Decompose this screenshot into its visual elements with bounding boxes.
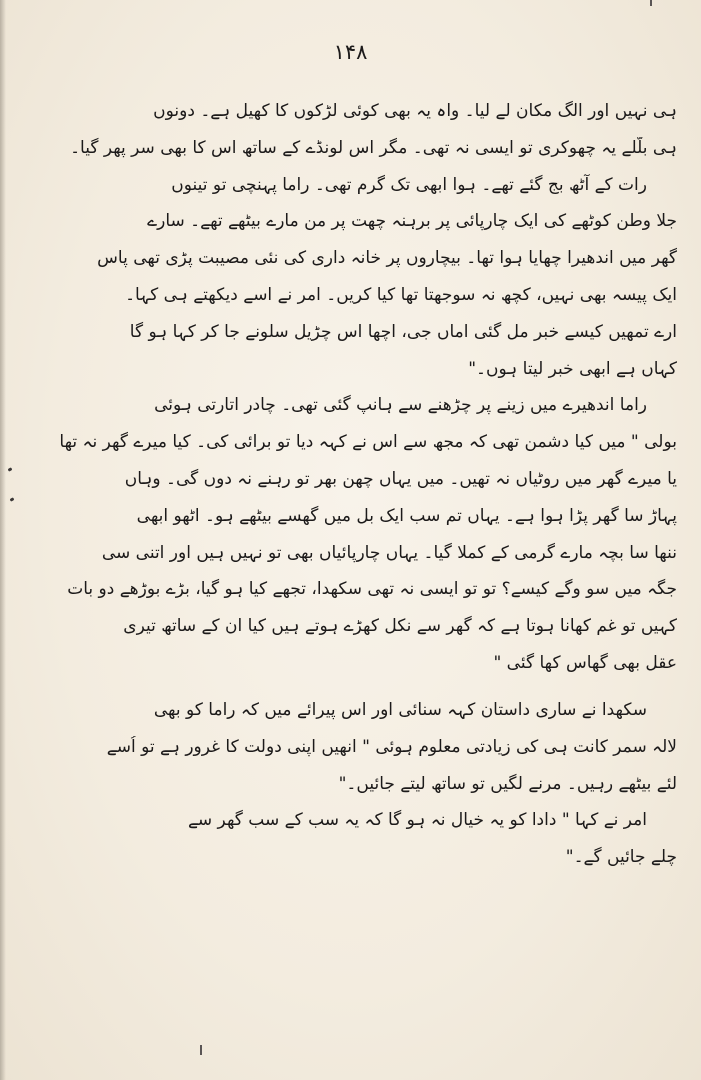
text-line: جگہ میں سو وگے کیسے؟ تو تو ایسی نہ تھی سکھدا، تجھے کیا ہو گیا، بڑے بوڑھے دو بات: [67, 579, 677, 600]
text-line: ہی نہیں اور الگ مکان لے لیا۔ واہ یہ بھی کوئی لڑکوں کا کھیل ہے۔ دونوں: [153, 101, 677, 121]
text-line: گھر میں اندھیرا چھایا ہوا تھا۔ بیچاروں پر خانہ داری کی نئی مصیبت پڑی تھی پاس: [97, 248, 677, 269]
text-line: کہیں تو غم کھانا ہوتا ہے کہ گھر سے نکل کھڑے ہوتے ہیں کیا ان کے ساتھ تیری: [123, 616, 677, 637]
text-line: ننھا سا بچہ مارے گرمی کے کملا گیا۔ یہاں چارپائیاں بھی تو نہیں ہیں اور اتنی سی: [101, 542, 677, 563]
margin-speck: [10, 497, 15, 502]
text-line: یا میرے گھر میں روٹیاں نہ تھیں۔ میں یہاں چھن بھر تو رہنے نہ دوں گی۔ وہاں: [124, 468, 677, 489]
text-line: کہاں ہے ابھی خبر لیتا ہوں۔": [468, 358, 677, 379]
text-line: ایک پیسہ بھی نہیں، کچھ نہ سوجھتا تھا کیا کریں۔ امر نے اسے دیکھتے ہی کہا۔: [125, 284, 677, 305]
page-edge-shadow: [0, 0, 6, 1080]
text-line: ارے تمھیں کیسے خبر مل گئی اماں جی، اچھا اس چڑیل سلونے جا کر کہا ہو گا: [129, 321, 677, 342]
text-line: ہی بلّلے یہ چھوکری تو ایسی نہ تھی۔ مگر اس لونڈے کے ساتھ اس کا بھی سر پھر گیا۔: [70, 137, 677, 158]
text-line: سکھدا نے ساری داستان کہہ سنائی اور اس پیرائے میں کہ راما کو بھی: [153, 699, 647, 720]
margin-speck: [8, 467, 13, 472]
text-line: چلے جائیں گے۔": [565, 847, 677, 868]
text-line: لئے بیٹھے رہیں۔ مرنے لگیں تو ساتھ لیتے جائیں۔": [338, 773, 677, 794]
page-number: ۱۴۸: [333, 40, 368, 64]
page-tick-mark: [200, 1045, 202, 1055]
page-tick-mark: [650, 0, 652, 6]
text-line: جلا وطن کوٹھے کی ایک چارپائی پر برہنہ چھت پر من مارے بیٹھے تھے۔ سارے: [147, 211, 677, 232]
text-line: راما اندھیرے میں زینے پر چڑھنے سے ہانپ گئی تھی۔ چادر اتارتی ہوئی: [154, 395, 647, 416]
text-line: رات کے آٹھ بج گئے تھے۔ ہوا ابھی تک گرم تھی۔ راما پہنچی تو تینوں: [171, 174, 647, 195]
text-line: لالہ سمر کانت ہی کی زیادتی معلوم ہوئی " انھیں اپنی دولت کا غرور ہے تو اُسے: [106, 736, 677, 757]
text-line: پہاڑ سا گھر پڑا ہوا ہے۔ یہاں تم سب ایک بل میں گھسے بیٹھے ہو۔ اٹھو ابھی: [136, 505, 677, 526]
body-text: [22, 100, 677, 883]
text-line: بولی " میں کیا دشمن تھی کہ مجھ سے اس نے کہہ دیا تو برائی کی۔ کیا میرے گھر نہ تھا: [59, 432, 677, 453]
text-line: عقل بھی گھاس کھا گئی ": [493, 652, 677, 673]
text-line: امر نے کہا " دادا کو یہ خیال نہ ہو گا کہ یہ سب کے سب گھر سے: [187, 810, 647, 831]
